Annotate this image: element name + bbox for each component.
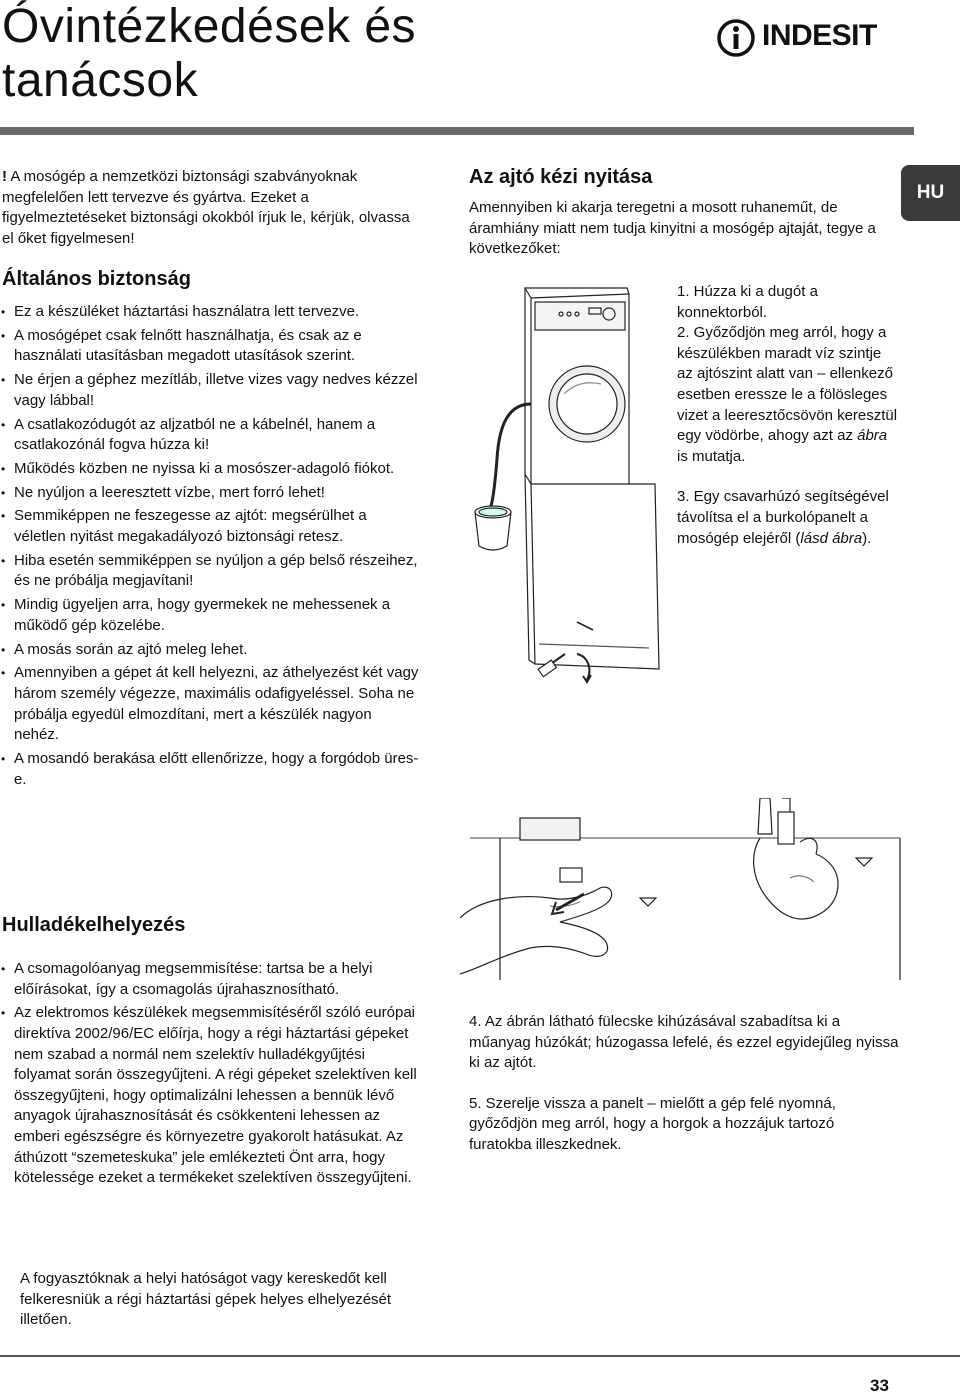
intro-warning [2,167,422,249]
list-item: • Semmiképpen ne feszegesse az ajtót: megsérülhet a véletlen nyitást megakadályozó biztonsági retesz. [0,506,420,547]
step-2-text-end: is mutatja. [677,447,746,465]
list-item: • Ne nyúljon a leeresztett vízbe, mert forró lehet! [0,483,420,504]
step-2 [677,323,899,467]
warning-mark: ! [2,168,7,185]
door-steps-top [677,282,899,549]
page-number: 33 [870,1376,889,1395]
list-item: • A csomagolóanyag megsemmisítése: tartsa be a helyi előírásokat, így a csomagolás újrahasznosítható. [0,959,420,1000]
waste-heading: Hulladékelhelyezés [2,914,186,936]
footer-rule [0,1355,960,1357]
list-item: • Amennyiben a gépet át kell helyezni, az áthelyezést két vagy három személy végezze, maximális odafigyeléssel. Soha ne próbálja egyedül elmozdítani, mert a készülék nagyon nehéz. [0,663,420,745]
list-item: • Mindig ügyeljen arra, hogy gyermekek ne mehessenek a működő gép közelébe. [0,595,420,636]
list-item: • Hiba esetén semmiképpen se nyúljon a gép belső részeihez, és ne próbálja megjavítani! [0,551,420,592]
step-2-text: 2. Győződjön meg arról, hogy a készülékben maradt víz szintje az ajtószint alatt van – ellenkező esetben eressze le a fölösleges vizet a leeresztőcsövön keresztül egy vödörbe, ahogy azt az [677,324,898,445]
list-item: • Ez a készüléket háztartási használatra lett tervezve. [0,302,420,323]
step-1: 1. Húzza ki a dugót a konnektorból. [677,283,818,321]
brand-name: INDESIT [762,19,877,52]
list-item: • A csatlakozódugót az aljzatból ne a kábelnél, hanem a csatlakozónál fogva húzza ki! [0,415,420,456]
list-item: • A mosás során az ajtó meleg lehet. [0,640,420,661]
step-4: 4. Az ábrán látható fülecske kihúzásával szabadítsa ki a műanyag húzókát; húzogassa lefelé, és ezzel egyidejűleg nyissa ki az ajtót. [469,1013,899,1072]
waste-list [0,959,420,1192]
step-3-text-end: ). [862,529,872,547]
washing-machine-illustration [469,284,673,690]
step-3-emphasis: lásd ábra [800,529,863,547]
general-safety-list [0,302,420,793]
step-5: 5. Szerelje vissza a panelt – mielőtt a gép felé nyomná, győződjön meg arról, hogy a horgok a hozzájuk tartozó furatokba illeszkednek. [469,1094,836,1153]
door-intro: Amennyiben ki akarja teregetni a mosott ruhaneműt, de áramhiány miatt nem tudja kinyitni a mosógép ajtaját, tegye a következőket: [469,199,876,258]
list-item: • Működés közben ne nyissa ki a mosószer-adagoló fiókot. [0,459,420,480]
hand-pulling-tab-illustration [460,798,920,980]
language-tab: HU [901,165,960,221]
waste-note: A fogyasztóknak a helyi hatóságot vagy kereskedőt kell felkeresniük a régi háztartási gépek helyes elhelyezését illetően. [20,1270,392,1329]
list-item: • A mosógépet csak felnőtt használhatja, és csak az e használati utasításban megadott utasítások szerint. [0,326,420,367]
header-rule [0,127,914,135]
general-safety-heading: Általános biztonság [2,268,191,290]
list-item: • Az elektromos készülékek megsemmisítéséről szóló európai direktíva 2002/96/EC előírja, hogy a régi háztartási gépeket nem szabad a normál nem szelektív hulladékgyűjtési folyamat során összegyűjteni. A régi gépeket szelektíven kell összegyűjteni, hogy optimalizálni lehessen a bennük lévő anyagok újrahasznosítását és csökkenteni lehessen az emberi egészségre és környezetre gyakorolt hatásukat. Az áthúzott “szemeteskuka” jele emlékezteti Önt arra, hogy kötelessége ezeket a termékeket szelektíven összegyűjteni. [0,1003,420,1188]
intro-text: A mosógép a nemzetközi biztonsági szabványoknak megfelelően lett tervezve és gyártva. Ezeket a figyelmeztetéseket biztonsági okokból írjuk le, kérjük, olvassa el őket figyelmesen! [2,168,410,247]
door-steps-bottom [469,1012,899,1156]
door-heading: Az ajtó kézi nyitása [469,166,653,188]
step-3 [677,487,899,549]
list-item: • A mosandó berakása előtt ellenőrizze, hogy a forgódob üres-e. [0,749,420,790]
step-2-emphasis: ábra [857,427,888,445]
page-title: Óvintézkedések és tanácsok [2,0,417,107]
list-item: • Ne érjen a géphez mezítláb, illetve vizes vagy nedves kézzel vagy lábbal! [0,370,420,411]
step-3-text: 3. Egy csavarhúzó segítségével távolítsa el a burkolópanelt a mosógép elejéről ( [677,488,889,547]
